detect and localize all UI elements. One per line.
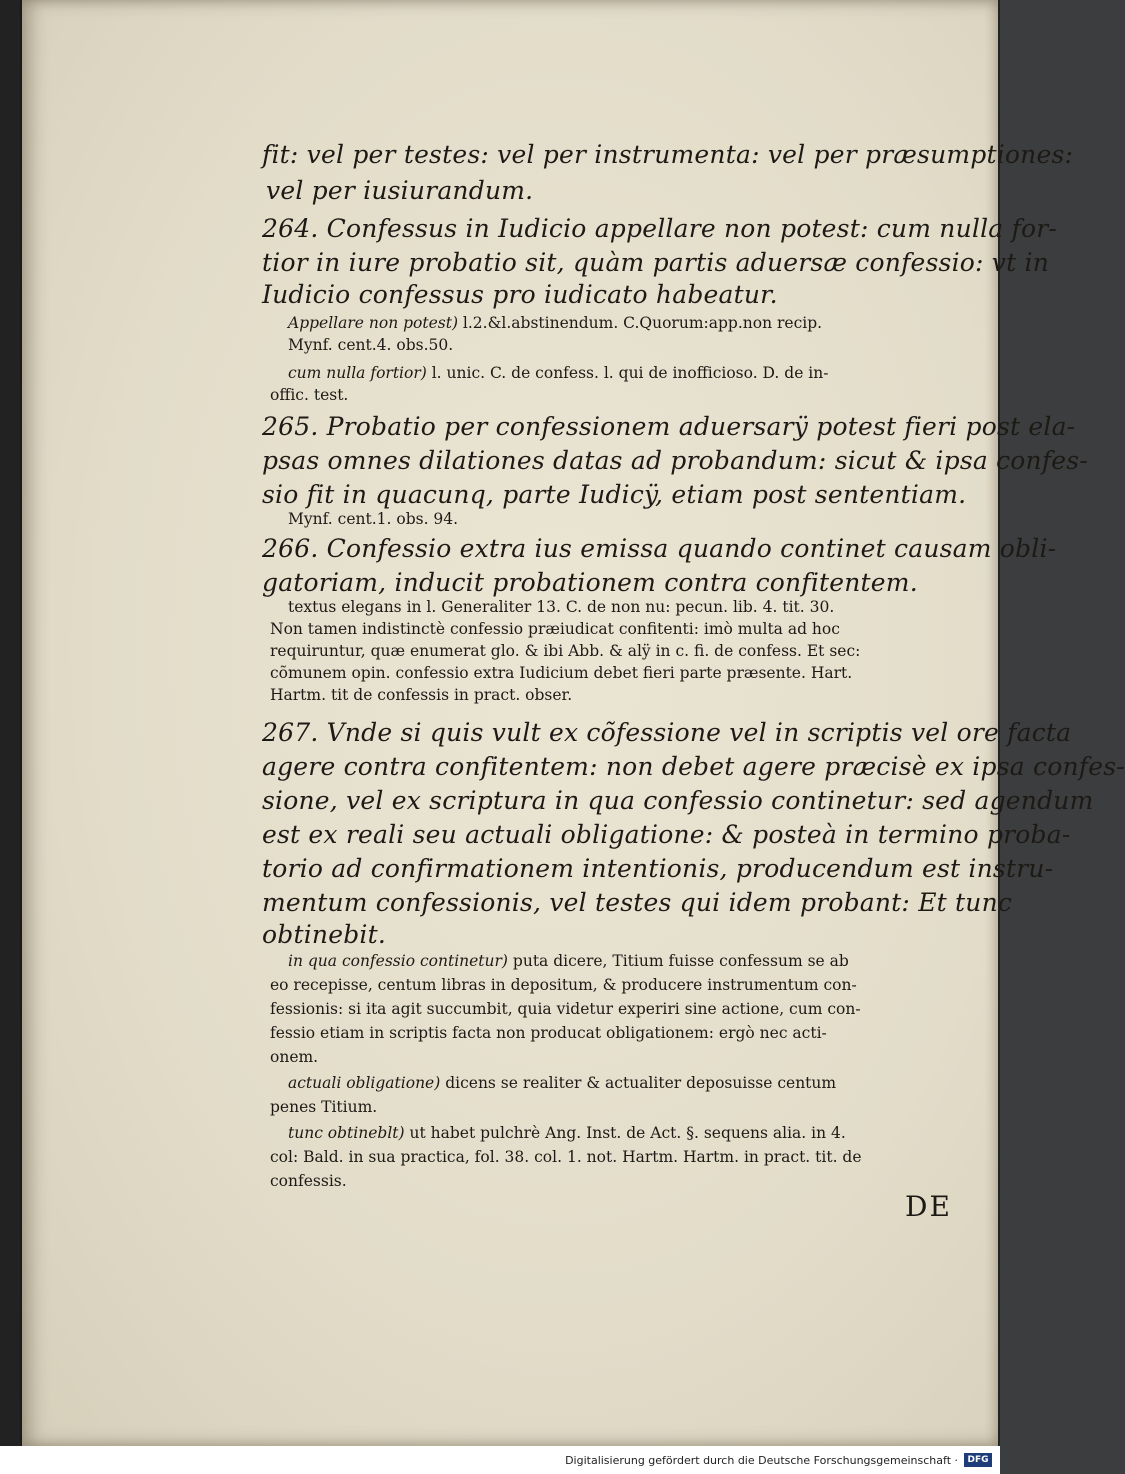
line-text: agere contra confitentem: non debet agere præcisè ex ipsa confes- — [262, 752, 1125, 781]
text-line — [262, 854, 1053, 883]
text-line — [262, 446, 1088, 475]
line-text: Mynf. cent.4. obs.50. — [288, 336, 454, 354]
text-line — [270, 642, 860, 660]
footer-bar — [0, 1446, 1000, 1474]
text-line — [288, 314, 822, 332]
line-text: textus elegans in l. Generaliter 13. C. de non nu: pecun. lib. 4. tit. 30. — [288, 598, 835, 616]
text-line — [288, 1074, 836, 1092]
line-text: vel per iusiurandum. — [266, 176, 534, 205]
line-text: l.2.&l.abstinendum. C.Quorum:app.non recip. — [458, 314, 823, 332]
line-text: onem. — [270, 1048, 319, 1066]
text-line — [270, 664, 852, 682]
text-line — [270, 976, 857, 994]
text-line — [262, 786, 1094, 815]
line-text: confessis. — [270, 1172, 347, 1190]
line-text: col: Bald. in sua practica, fol. 38. col. 1. not. Hartm. Hartm. in pract. tit. de — [270, 1148, 862, 1166]
line-text: fessionis: si ita agit succumbit, quia videtur experiri sine actione, cum con- — [270, 1000, 861, 1018]
line-text: eo recepisse, centum libras in depositum, & producere instrumentum con- — [270, 976, 857, 994]
line-text: ut habet pulchrè Ang. Inst. de Act. §. sequens alia. in 4. — [404, 1124, 846, 1142]
text-line — [288, 1124, 846, 1142]
line-text: torio ad confirmationem intentionis, producendum est instru- — [262, 854, 1054, 883]
line-text: tior in iure probatio sit, quàm partis aduersæ confessio: vt in — [262, 248, 1050, 277]
line-text: obtinebit. — [262, 920, 386, 949]
text-line — [262, 480, 966, 509]
text-line — [262, 888, 1012, 917]
line-text: Mynf. cent.1. obs. 94. — [288, 510, 459, 528]
line-text: psas omnes dilationes datas ad probandum: sicut & ipsa confes- — [262, 446, 1088, 475]
text-line — [262, 412, 1075, 441]
text-line — [262, 752, 1125, 781]
text-line — [262, 568, 918, 597]
line-text: cõmunem opin. confessio extra Iudicium debet fieri parte præsente. Hart. — [270, 664, 853, 682]
dfg-logo-icon: DFG — [964, 1453, 992, 1467]
line-text: dicens se realiter & actualiter deposuisse centum — [440, 1074, 837, 1092]
text-line — [270, 1098, 377, 1116]
catchword: DE — [905, 1190, 952, 1223]
line-text: sio fit in quacunq, parte Iudicÿ, etiam post sententiam. — [262, 480, 967, 509]
text-line — [270, 686, 572, 704]
line-text: requiruntur, quæ enumerat glo. & ibi Abb. & alÿ in c. fi. de confess. Et sec: — [270, 642, 861, 660]
line-text: Non tamen indistinctè confessio præiudicat confitenti: imò multa ad hoc — [270, 620, 840, 638]
text-line — [262, 534, 1056, 563]
line-text: penes Titium. — [270, 1098, 378, 1116]
text-line — [262, 820, 1071, 849]
lemma: in qua confessio continetur) — [288, 952, 508, 970]
text-line — [262, 214, 1057, 243]
footer-credit: Digitalisierung gefördert durch die Deutsche Forschungsgemeinschaft · — [565, 1454, 958, 1467]
text-line — [270, 620, 840, 638]
text-line — [288, 510, 458, 528]
text-line — [262, 280, 778, 309]
text-line — [266, 176, 533, 205]
line-text: 265. Probatio per confessionem aduersarÿ potest fieri post ela- — [262, 412, 1076, 441]
line-text: offic. test. — [270, 386, 349, 404]
line-text: fessio etiam in scriptis facta non producat obligationem: ergò nec acti- — [270, 1024, 827, 1042]
text-line — [270, 1048, 318, 1066]
line-text: 264. Confessus in Iudicio appellare non potest: cum nulla for- — [262, 214, 1058, 243]
line-text: 266. Confessio extra ius emissa quando continet causam obli- — [262, 534, 1057, 563]
line-text: puta dicere, Titium fuisse confessum se ab — [507, 952, 849, 970]
text-line — [270, 1148, 862, 1166]
line-text: est ex reali seu actuali obligatione: & posteà in termino proba- — [262, 820, 1071, 849]
text-line — [288, 598, 834, 616]
line-text: mentum confessionis, vel testes qui idem probant: Et tunc — [262, 888, 1013, 917]
text-line — [262, 920, 386, 949]
text-line — [270, 386, 348, 404]
line-text: sione, vel ex scriptura in qua confessio continetur: sed agendum — [262, 786, 1094, 815]
text-line — [270, 1024, 827, 1042]
text-line — [288, 364, 828, 382]
line-text: Hartm. tit de confessis in pract. obser. — [270, 686, 573, 704]
lemma: cum nulla fortior) — [288, 364, 427, 382]
line-text: Iudicio confessus pro iudicato habeatur. — [262, 280, 778, 309]
line-text: fit: vel per testes: vel per instrumenta: vel per præsumptiones: — [262, 140, 1074, 169]
text-line — [288, 952, 849, 970]
text-line — [262, 718, 1071, 747]
lemma: actuali obligatione) — [288, 1074, 441, 1092]
line-text: l. unic. C. de confess. l. qui de inofficioso. D. de in- — [426, 364, 829, 382]
lemma: tunc obtineblt) — [288, 1124, 405, 1142]
text-line — [262, 140, 1073, 169]
line-text: 267. Vnde si quis vult ex cõfessione vel in scriptis vel ore facta — [262, 718, 1072, 747]
lemma: Appellare non potest) — [288, 314, 458, 332]
text-line — [270, 1000, 861, 1018]
line-text: gatoriam, inducit probationem contra confitentem. — [262, 568, 918, 597]
text-line — [262, 248, 1049, 277]
text-line — [288, 336, 453, 354]
text-line — [270, 1172, 347, 1190]
